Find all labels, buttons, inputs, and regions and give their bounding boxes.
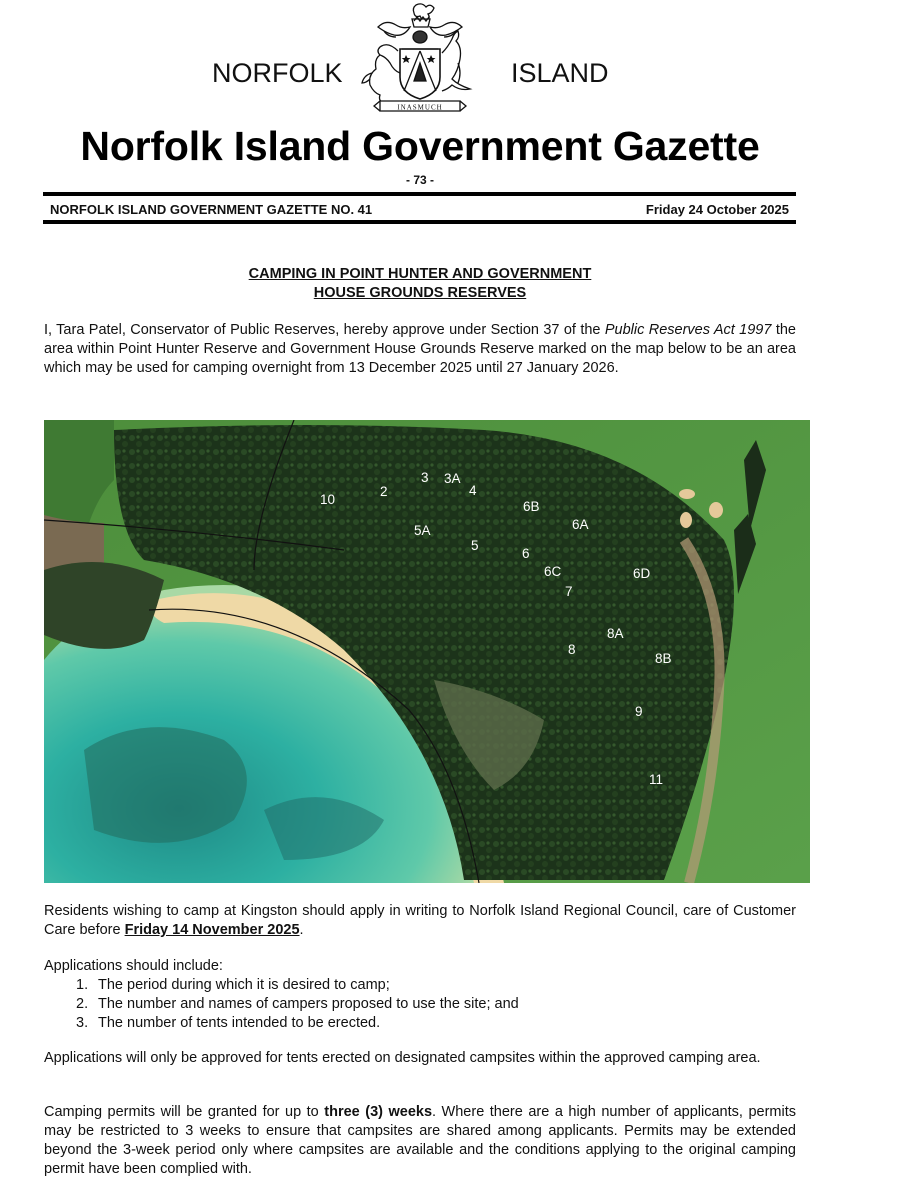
campsite-label: 10 (320, 492, 336, 507)
masthead-left-word: NORFOLK (212, 58, 343, 88)
campsite-label: 8A (607, 626, 624, 641)
crest-motto: INASMUCH (397, 103, 443, 112)
campsite-label: 8B (655, 651, 672, 666)
permit-paragraph (44, 1103, 796, 1179)
campsite-label: 6B (523, 499, 540, 514)
header-rule-bottom (43, 220, 796, 224)
include-intro: Applications should include: (44, 958, 223, 974)
item-text: The number of tents intended to be erected. (98, 1015, 381, 1031)
intro-text-2: the area within Point Hunter Reserve and Government House Grounds Reserve marked on the map below to be an area which may be used for camping overnight from 13 December 2025 until 27 January 2026. (44, 322, 796, 376)
item-number: 3. (76, 1015, 89, 1031)
include-list (76, 976, 519, 1033)
campsite-label: 11 (649, 772, 664, 787)
campsite-label: 2 (380, 484, 388, 499)
act-name: Public Reserves Act 1997 (604, 322, 772, 338)
item-number: 1. (76, 977, 89, 993)
campsite-label: 4 (469, 483, 477, 498)
campsite-label: 3 (421, 470, 429, 485)
permit-text-2: . Where there are a high number of applicants, permits may be restricted to 3 weeks to ensure that campsites are shared among applicants. Permits may be extended beyond the 3-week period only where campsites are available and the conditions applying to the original camping permit have been complied with. (44, 1104, 796, 1177)
item-text: The period during which it is desired to camp; (98, 977, 390, 993)
notice-heading-line1: CAMPING IN POINT HUNTER AND GOVERNMENT (248, 266, 592, 282)
include-item (76, 976, 519, 995)
coat-of-arms-logo (358, 1, 482, 117)
apply-end: . (299, 922, 304, 938)
campsite-label: 5A (414, 523, 431, 538)
issue-number: NORFOLK ISLAND GOVERNMENT GAZETTE NO. 41 (50, 202, 373, 217)
campsite-label: 6A (572, 517, 589, 532)
approval-note: Applications will only be approved for tents erected on designated campsites within the approved camping area. (44, 1050, 761, 1066)
item-text: The number and names of campers proposed to use the site; and (98, 996, 519, 1012)
campsite-label: 6 (522, 546, 530, 561)
apply-text: Residents wishing to camp at Kingston should apply in writing to Norfolk Island Regional Council, care of Customer Care before (44, 903, 796, 938)
campsite-aerial-map (44, 420, 810, 883)
campsite-label: 9 (635, 704, 643, 719)
campsite-label: 5 (471, 538, 479, 553)
campsite-label: 3A (444, 471, 461, 486)
apply-paragraph (44, 902, 796, 940)
issue-date: Friday 24 October 2025 (645, 202, 789, 217)
include-item (76, 1014, 519, 1033)
include-item (76, 995, 519, 1014)
gazette-title: Norfolk Island Government Gazette (80, 123, 760, 169)
campsite-label: 8 (568, 642, 576, 657)
notice-heading-line2: HOUSE GROUNDS RESERVES (313, 285, 527, 301)
intro-text-1: I, Tara Patel, Conservator of Public Reserves, hereby approve under Section 37 of the (44, 322, 605, 338)
permit-text-1: Camping permits will be granted for up to (44, 1104, 325, 1120)
header-rule-top (43, 192, 796, 196)
page-number: - 73 - (405, 173, 434, 187)
permit-duration: three (3) weeks (324, 1104, 433, 1120)
masthead-right-word: ISLAND (511, 58, 609, 88)
campsite-label: 7 (565, 584, 573, 599)
campsite-label: 6D (633, 566, 651, 581)
item-number: 2. (76, 996, 89, 1012)
intro-paragraph (44, 321, 796, 378)
campsite-label: 6C (544, 564, 562, 579)
apply-deadline: Friday 14 November 2025 (124, 922, 300, 938)
